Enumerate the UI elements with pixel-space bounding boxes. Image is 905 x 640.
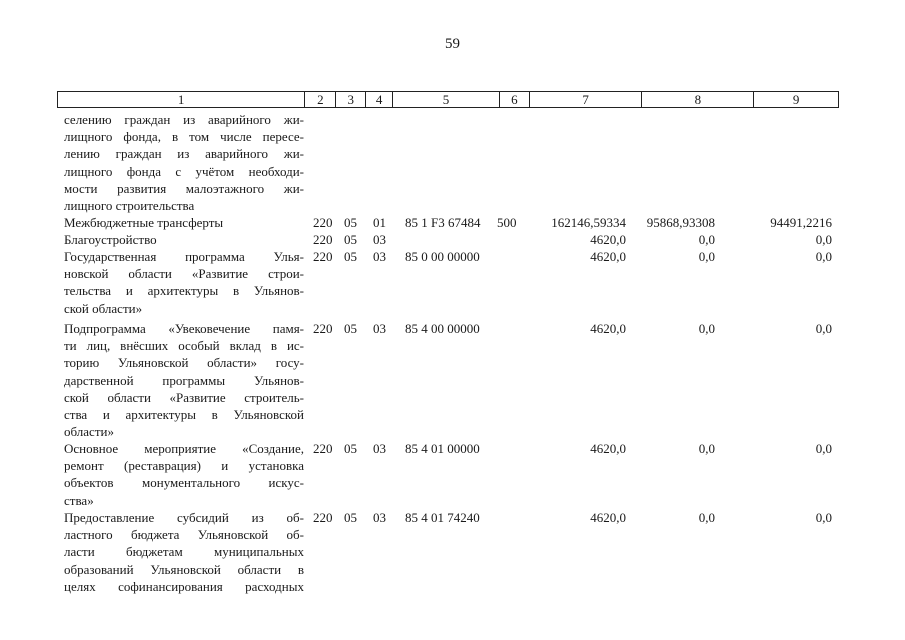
cell-col-5: 85 4 01 74240 <box>405 510 480 525</box>
row-4-description <box>64 320 304 440</box>
column-header-9: 9 <box>792 92 800 107</box>
cell-col-2: 220 <box>313 249 333 264</box>
description-line: ства и архитектуры в Ульяновской <box>64 407 304 423</box>
cell-col-5: 85 4 00 00000 <box>405 321 480 336</box>
cell-col-8: 0,0 <box>698 232 715 247</box>
description-line: Основное мероприятие «Создание, <box>64 441 304 456</box>
description-line: области» <box>64 424 114 440</box>
description-line: объектов монументального искус- <box>64 475 304 491</box>
column-header-8: 8 <box>642 92 754 107</box>
cell-col-9: 0,0 <box>815 232 832 247</box>
cell-col-9: 0,0 <box>815 249 832 264</box>
row-0-description <box>64 111 304 214</box>
column-header-1: 1 <box>58 92 305 107</box>
cell-col-7: 4620,0 <box>590 249 626 264</box>
description-line: ластного бюджета Ульяновской об- <box>64 527 304 543</box>
cell-col-2: 220 <box>313 321 333 336</box>
page-number: 59 <box>445 36 460 52</box>
column-header-7: 7 <box>530 92 643 107</box>
cell-col-8: 0,0 <box>698 249 715 264</box>
cell-col-7: 162146,59334 <box>551 215 626 230</box>
cell-col-9: 94491,2216 <box>770 215 832 230</box>
column-header-5: 5 <box>393 92 500 107</box>
table-header <box>57 91 839 108</box>
column-header-4: 4 <box>366 92 393 107</box>
table-row <box>0 214 905 232</box>
cell-col-8: 0,0 <box>698 441 715 456</box>
cell-col-4: 03 <box>373 510 386 525</box>
row-2-description <box>64 231 304 248</box>
column-header-3: 3 <box>336 92 366 107</box>
description-line: лищного строительства <box>64 198 195 214</box>
description-line: ласти бюджетам муниципальных <box>64 544 304 560</box>
cell-col-5: 85 4 01 00000 <box>405 441 480 456</box>
description-line: дарственной программы Ульянов- <box>64 372 304 388</box>
row-5-description <box>64 440 304 509</box>
table-row <box>0 248 905 318</box>
description-line: Межбюджетные трансферты <box>64 215 224 230</box>
description-line: ской области «Развитие строитель- <box>64 389 304 405</box>
description-line: ремонт (реставрация) и установка <box>64 458 304 474</box>
cell-col-4: 03 <box>373 441 386 456</box>
cell-col-8: 0,0 <box>698 510 715 525</box>
cell-col-5: 85 1 F3 67484 <box>405 215 481 230</box>
row-6-description <box>64 509 304 595</box>
description-line: образований Ульяновской области в <box>64 561 304 577</box>
description-line: целях софинансирования расходных <box>64 578 304 594</box>
cell-col-3: 05 <box>344 232 357 247</box>
cell-col-2: 220 <box>313 441 333 456</box>
cell-col-4: 03 <box>373 249 386 264</box>
cell-col-7: 4620,0 <box>590 321 626 336</box>
table-row <box>0 509 905 597</box>
cell-col-5: 85 0 00 00000 <box>405 249 480 264</box>
cell-col-3: 05 <box>344 321 357 336</box>
description-line: лищного фонда с учётом необходи- <box>64 163 304 179</box>
column-header-2: 2 <box>305 92 336 107</box>
cell-col-2: 220 <box>313 510 333 525</box>
description-line: лищного фонда, в том числе пересе- <box>64 129 304 145</box>
description-line: Предоставление субсидий из об- <box>64 510 304 525</box>
description-line: новской области «Развитие строи- <box>64 266 304 282</box>
description-line: ства» <box>64 492 94 508</box>
table-row <box>0 320 905 442</box>
description-line: ской области» <box>64 300 143 316</box>
cell-col-3: 05 <box>344 510 357 525</box>
cell-col-4: 03 <box>373 232 386 247</box>
cell-col-3: 05 <box>344 441 357 456</box>
cell-col-9: 0,0 <box>815 510 832 525</box>
description-line: Подпрограмма «Увековечение памя- <box>64 321 304 336</box>
cell-col-3: 05 <box>344 249 357 264</box>
column-header-6: 6 <box>500 92 530 107</box>
description-line: тельства и архитектуры в Ульянов- <box>64 283 304 299</box>
description-line: селению граждан из аварийного жи- <box>64 112 304 127</box>
cell-col-8: 0,0 <box>698 321 715 336</box>
cell-col-4: 03 <box>373 321 386 336</box>
cell-col-7: 4620,0 <box>590 232 626 247</box>
cell-col-6: 500 <box>497 215 517 230</box>
description-line: мости развития малоэтажного жи- <box>64 180 304 196</box>
cell-col-2: 220 <box>313 215 333 230</box>
description-line: ти лиц, внёсших особый вклад в ис- <box>64 338 304 354</box>
cell-col-8: 95868,93308 <box>646 215 715 230</box>
cell-col-9: 0,0 <box>815 321 832 336</box>
cell-col-2: 220 <box>313 232 333 247</box>
row-1-description <box>64 214 304 231</box>
table-row <box>0 231 905 249</box>
cell-col-4: 01 <box>373 215 386 230</box>
description-line: Благоустройство <box>64 232 157 247</box>
table-row <box>0 440 905 510</box>
cell-col-7: 4620,0 <box>590 441 626 456</box>
cell-col-9: 0,0 <box>815 441 832 456</box>
description-line: Государственная программа Улья- <box>64 249 304 264</box>
description-line: торию Ульяновской области» госу- <box>64 355 304 371</box>
cell-col-3: 05 <box>344 215 357 230</box>
cell-col-7: 4620,0 <box>590 510 626 525</box>
row-3-description <box>64 248 304 317</box>
description-line: лению граждан из аварийного жи- <box>64 146 304 162</box>
